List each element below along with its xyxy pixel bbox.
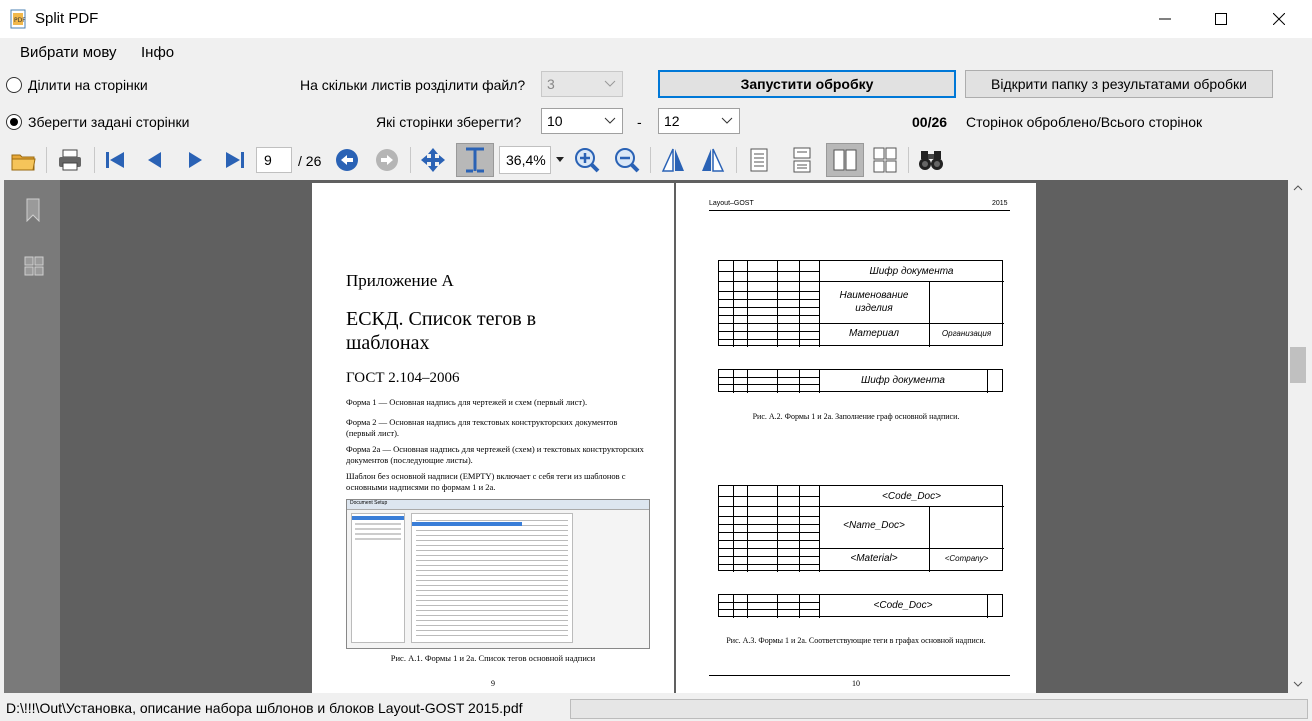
zoom-input[interactable]: 36,4% (499, 146, 551, 174)
next-page-icon (185, 150, 205, 170)
viewer-sidebar (4, 180, 60, 693)
stamp-name-doc-tag: <Name_Doc> (843, 520, 905, 531)
first-page-icon (104, 150, 126, 170)
back-arrow-icon (335, 148, 359, 172)
continuous-pages-icon (790, 147, 814, 173)
radio-keep-label: Зберегти задані сторінки (28, 114, 190, 130)
folder-icon (11, 149, 37, 171)
maximize-icon (1215, 13, 1227, 25)
paragraph-text: Шаблон без основной надписи (EMPTY) включает с себя теги из шаблонов с основными надписями по формам 1 и 2а. (346, 471, 626, 492)
toolbar-separator (908, 147, 909, 173)
find-button[interactable] (914, 143, 948, 177)
run-processing-button[interactable]: Запустити обробку (658, 70, 956, 98)
pan-tool-button[interactable] (416, 143, 450, 177)
stamp-organization: Организация (941, 329, 992, 338)
pdf-page-9 (312, 183, 674, 693)
rotate-right-icon (700, 147, 726, 173)
first-page-button[interactable] (98, 143, 132, 177)
status-bar (0, 697, 1312, 721)
close-icon (1273, 13, 1285, 25)
range-to-value: 12 (664, 113, 680, 129)
split-question-label: На скільки листів розділити файл? (300, 77, 526, 93)
dialog-title: Document Setup (347, 500, 649, 510)
continuous-view-button[interactable] (785, 143, 819, 177)
rotate-left-button[interactable] (656, 143, 690, 177)
minimize-icon (1159, 13, 1171, 25)
title-block-tags-form1 (718, 485, 1003, 571)
keep-question-label: Які сторінки зберегти? (376, 114, 522, 130)
single-page-icon (747, 147, 771, 173)
zoom-out-button[interactable] (610, 143, 644, 177)
stamp-doc-code-2: Шифр документа (861, 375, 945, 386)
thumbnails-icon[interactable] (24, 256, 44, 276)
progress-counter: 00/26 (912, 114, 948, 130)
toolbar-separator (46, 147, 47, 173)
close-button[interactable] (1256, 0, 1302, 38)
open-results-folder-button[interactable]: Відкрити папку з результатами обробки (965, 70, 1273, 98)
section-heading: ЕСКД. Список тегов в шаблонах (346, 308, 537, 354)
text-cursor-icon (461, 146, 489, 174)
vertical-scrollbar[interactable] (1288, 180, 1308, 693)
last-page-button[interactable] (218, 143, 252, 177)
stamp-code-doc-tag: <Code_Doc> (882, 491, 941, 502)
title-block-tags-form2a (718, 594, 1003, 617)
zoom-in-icon (574, 147, 600, 173)
radio-keep-pages[interactable] (6, 114, 22, 130)
range-from-value: 10 (547, 113, 563, 129)
bookmark-icon[interactable] (26, 198, 40, 222)
zoom-dropdown-icon[interactable] (556, 157, 564, 163)
minimize-button[interactable] (1142, 0, 1188, 38)
rotate-right-button[interactable] (696, 143, 730, 177)
running-header-right: 2015 (992, 200, 1008, 207)
two-page-view-button[interactable] (826, 143, 864, 177)
range-to-select[interactable] (658, 108, 740, 134)
maximize-button[interactable] (1198, 0, 1244, 38)
text-select-tool-button[interactable] (456, 143, 494, 177)
figure-caption: Рис. А.1. Формы 1 и 2а. Список тегов основной надписи (390, 653, 596, 663)
scroll-down-icon[interactable] (1293, 680, 1303, 688)
toolbar-separator (94, 147, 95, 173)
form2-text: Форма 2 — Основная надпись для текстовых конструкторских документов (первый лист). (346, 417, 618, 438)
zoom-in-button[interactable] (570, 143, 604, 177)
radio-split-pages[interactable] (6, 77, 22, 93)
chevron-down-icon (604, 115, 616, 127)
printer-icon (57, 148, 83, 172)
stamp-material: Материал (848, 328, 900, 339)
single-page-view-button[interactable] (742, 143, 776, 177)
chevron-down-icon (721, 115, 733, 127)
two-pages-icon (832, 147, 858, 173)
status-progress-bar (570, 699, 1308, 719)
menu-item-info[interactable]: Інфо (141, 44, 175, 61)
range-dash: - (637, 114, 642, 130)
appendix-title: Приложение А (346, 271, 454, 290)
split-count-value: 3 (547, 76, 555, 92)
title-bar (0, 0, 1312, 38)
previous-page-button[interactable] (138, 143, 172, 177)
form1-text: Форма 1 — Основная надпись для чертежей и схем (первый лист). (346, 397, 588, 407)
running-header-left: Layout–GOST (709, 200, 754, 207)
gost-heading: ГОСТ 2.104–2006 (346, 370, 460, 386)
print-button[interactable] (53, 143, 87, 177)
split-count-select[interactable] (541, 71, 623, 97)
svg-text:PDF: PDF (14, 17, 26, 24)
title-block-form1 (718, 260, 1003, 346)
previous-page-icon (145, 150, 165, 170)
title-block-form2a (718, 369, 1003, 392)
forward-arrow-icon (375, 148, 399, 172)
stamp-material-tag: <Material> (850, 553, 898, 564)
two-pages-continuous-icon (872, 147, 898, 173)
menu-item-language[interactable]: Вибрати мову (20, 44, 117, 61)
page-number-input[interactable]: 9 (256, 147, 292, 173)
toolbar-separator (410, 147, 411, 173)
page-number: 9 (491, 679, 495, 688)
history-forward-button[interactable] (370, 143, 404, 177)
move-arrows-icon (420, 147, 446, 173)
radio-split-label: Ділити на сторінки (28, 77, 148, 93)
stamp-company-tag: <Company> (944, 554, 989, 563)
page-number: 10 (852, 679, 860, 688)
dialog-tag-table (411, 513, 573, 643)
stamp-doc-code: Шифр документа (869, 266, 954, 277)
two-page-continuous-button[interactable] (868, 143, 902, 177)
range-from-select[interactable] (541, 108, 623, 134)
stamp-code-doc-tag-2: <Code_Doc> (873, 600, 933, 611)
dialog-screenshot-figure (346, 499, 650, 649)
file-path: D:\!!!\Out\Установка, описание набора шблонов и блоков Layout-GOST 2015.pdf (6, 700, 523, 716)
app-icon (10, 9, 26, 29)
rotate-left-icon (660, 147, 686, 173)
form2a-text: Форма 2а — Основная надпись для чертежей (схем) и текстовых конструкторских документов (последующие листы). (346, 444, 644, 465)
open-file-button[interactable] (7, 143, 41, 177)
binoculars-icon (918, 148, 944, 172)
pdf-page-10 (676, 183, 1036, 693)
next-page-button[interactable] (178, 143, 212, 177)
figure-caption-a3: Рис. А.3. Формы 1 и 2а. Соответствующие теги в графах основной надписи. (726, 636, 986, 645)
stamp-product-name: Наименование изделия (839, 290, 909, 314)
chevron-down-icon (604, 78, 616, 90)
last-page-icon (224, 150, 246, 170)
scrollbar-thumb[interactable] (1290, 347, 1306, 383)
menu-bar (0, 38, 1312, 66)
window-title: Split PDF (35, 10, 99, 27)
dialog-tree (351, 513, 405, 643)
figure-caption-a2: Рис. А.2. Формы 1 и 2а. Заполнение граф основной надписи. (752, 412, 960, 421)
progress-label: Сторінок оброблено/Всього сторінок (966, 114, 1203, 130)
zoom-out-icon (614, 147, 640, 173)
scroll-up-icon[interactable] (1293, 184, 1303, 192)
toolbar-separator (650, 147, 651, 173)
history-back-button[interactable] (330, 143, 364, 177)
page-total-label: / 26 (298, 153, 322, 169)
toolbar-separator (736, 147, 737, 173)
